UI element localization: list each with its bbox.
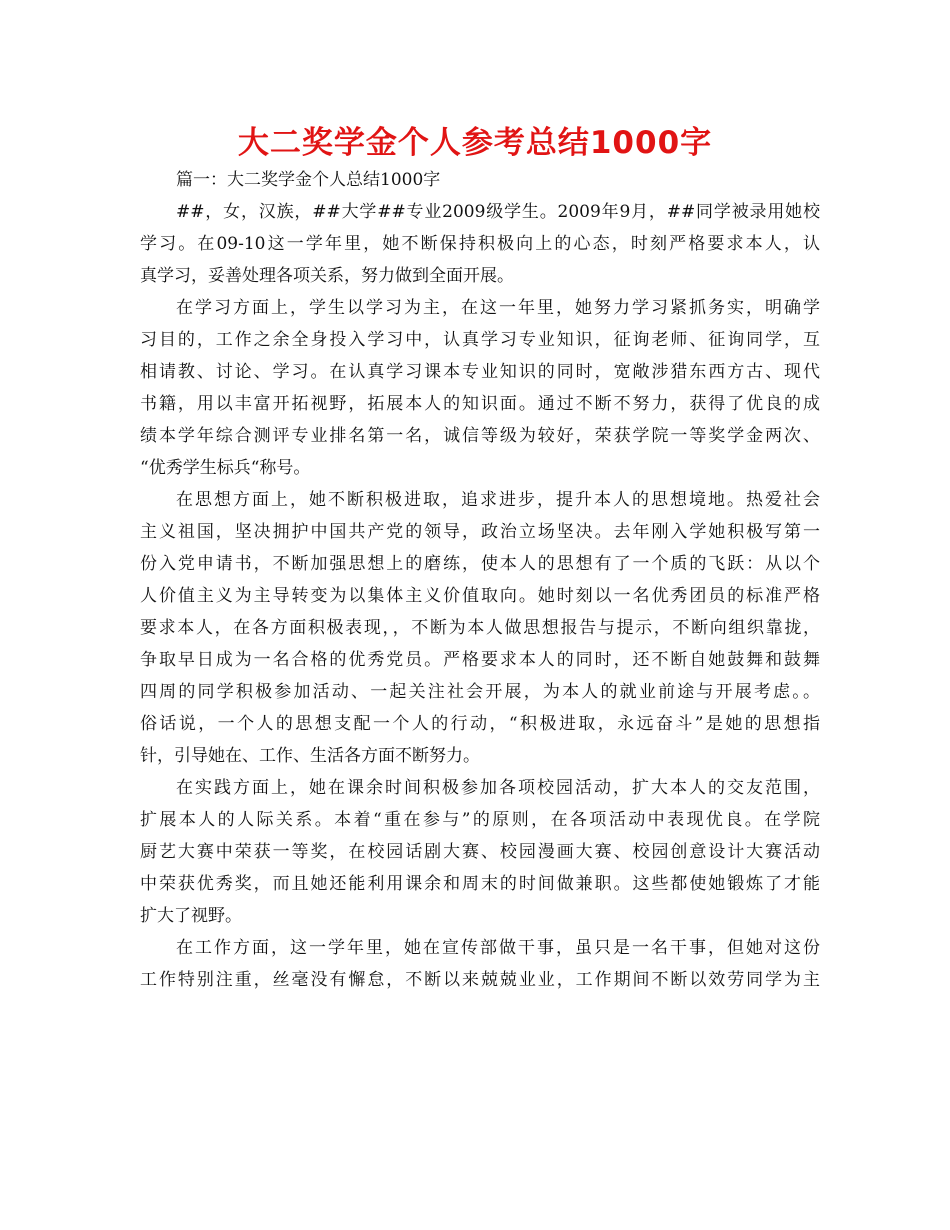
paragraph-line: 扩大了视野。 xyxy=(140,906,242,926)
section-heading: 篇一：大二奖学金个人总结1000字 xyxy=(176,170,441,190)
paragraph-line: 主义祖国，坚决拥护中国共产党的领导，政治立场坚决。去年刚入学她积极写第一 xyxy=(140,522,820,542)
paragraph-line: 在实践方面上，她在课余时间积极参加各项校园活动，扩大本人的交友范围， xyxy=(176,778,820,798)
paragraph-line: 真学习，妥善处理各项关系，努力做到全面开展。 xyxy=(140,266,514,286)
paragraph-line: 书籍，用以丰富开拓视野，拓展本人的知识面。通过不断不努力，获得了优良的成 xyxy=(140,394,820,414)
paragraph-line: 要求本人，在各方面积极表现，，不断为本人做思想报告与提示，不断向组织靠拢， xyxy=(140,618,820,638)
paragraph-line: 中荣获优秀奖，而且她还能利用课余和周末的时间做兼职。这些都使她锻炼了才能 xyxy=(140,874,820,894)
paragraph-line: 习目的，工作之余全身投入学习中，认真学习专业知识，征询老师、征询同学，互 xyxy=(140,330,820,350)
paragraph-line: “优秀学生标兵“称号。 xyxy=(140,458,311,478)
paragraph-line: 学习。在09-10这一学年里，她不断保持积极向上的心态，时刻严格要求本人，认 xyxy=(140,234,820,254)
document-title: 大二奖学金个人参考总结1000字 xyxy=(237,125,713,161)
paragraph-line: 俗话说，一个人的思想支配一个人的行动，“积极进取，永远奋斗”是她的思想指 xyxy=(140,714,820,734)
paragraph-line: 在工作方面，这一学年里，她在宣传部做干事，虽只是一名干事，但她对这份 xyxy=(176,938,820,958)
paragraph-line: 工作特别注重，丝毫没有懈怠，不断以来兢兢业业，工作期间不断以效劳同学为主 xyxy=(140,970,820,990)
paragraph-line: 四周的同学积极参加活动、一起关注社会开展，为本人的就业前途与开展考虑。。 xyxy=(140,682,820,702)
paragraph-line: 厨艺大赛中荣获一等奖，在校园话剧大赛、校园漫画大赛、校园创意设计大赛活动 xyxy=(140,842,820,862)
paragraph-line: 绩本学年综合测评专业排名第一名，诚信等级为较好，荣获学院一等奖学金两次、 xyxy=(140,426,820,446)
paragraph-line: 争取早日成为一名合格的优秀党员。严格要求本人的同时，还不断自她鼓舞和鼓舞 xyxy=(140,650,820,670)
paragraph-line: 扩展本人的人际关系。本着“重在参与”的原则，在各项活动中表现优良。在学院 xyxy=(140,810,820,830)
paragraph-line: 针，引导她在、工作、生活各方面不断努力。 xyxy=(140,746,480,766)
paragraph-line: 在学习方面上，学生以学习为主，在这一年里，她努力学习紧抓务实，明确学 xyxy=(176,298,820,318)
paragraph-line: ##，女，汉族，##大学##专业2009级学生。2009年9月，##同学被录用她校 xyxy=(176,202,820,222)
document-body xyxy=(140,164,820,996)
paragraph-line: 人价值主义为主导转变为以集体主义价值取向。她时刻以一名优秀团员的标准严格 xyxy=(140,586,820,606)
paragraph-line: 份入党申请书，不断加强思想上的磨练，使本人的思想有了一个质的飞跃：从以个 xyxy=(140,554,820,574)
paragraph-line: 相请教、讨论、学习。在认真学习课本专业知识的同时，宽敞涉猎东西方古、现代 xyxy=(140,362,820,382)
paragraph-line: 在思想方面上，她不断积极进取，追求进步，提升本人的思想境地。热爱社会 xyxy=(176,490,820,510)
